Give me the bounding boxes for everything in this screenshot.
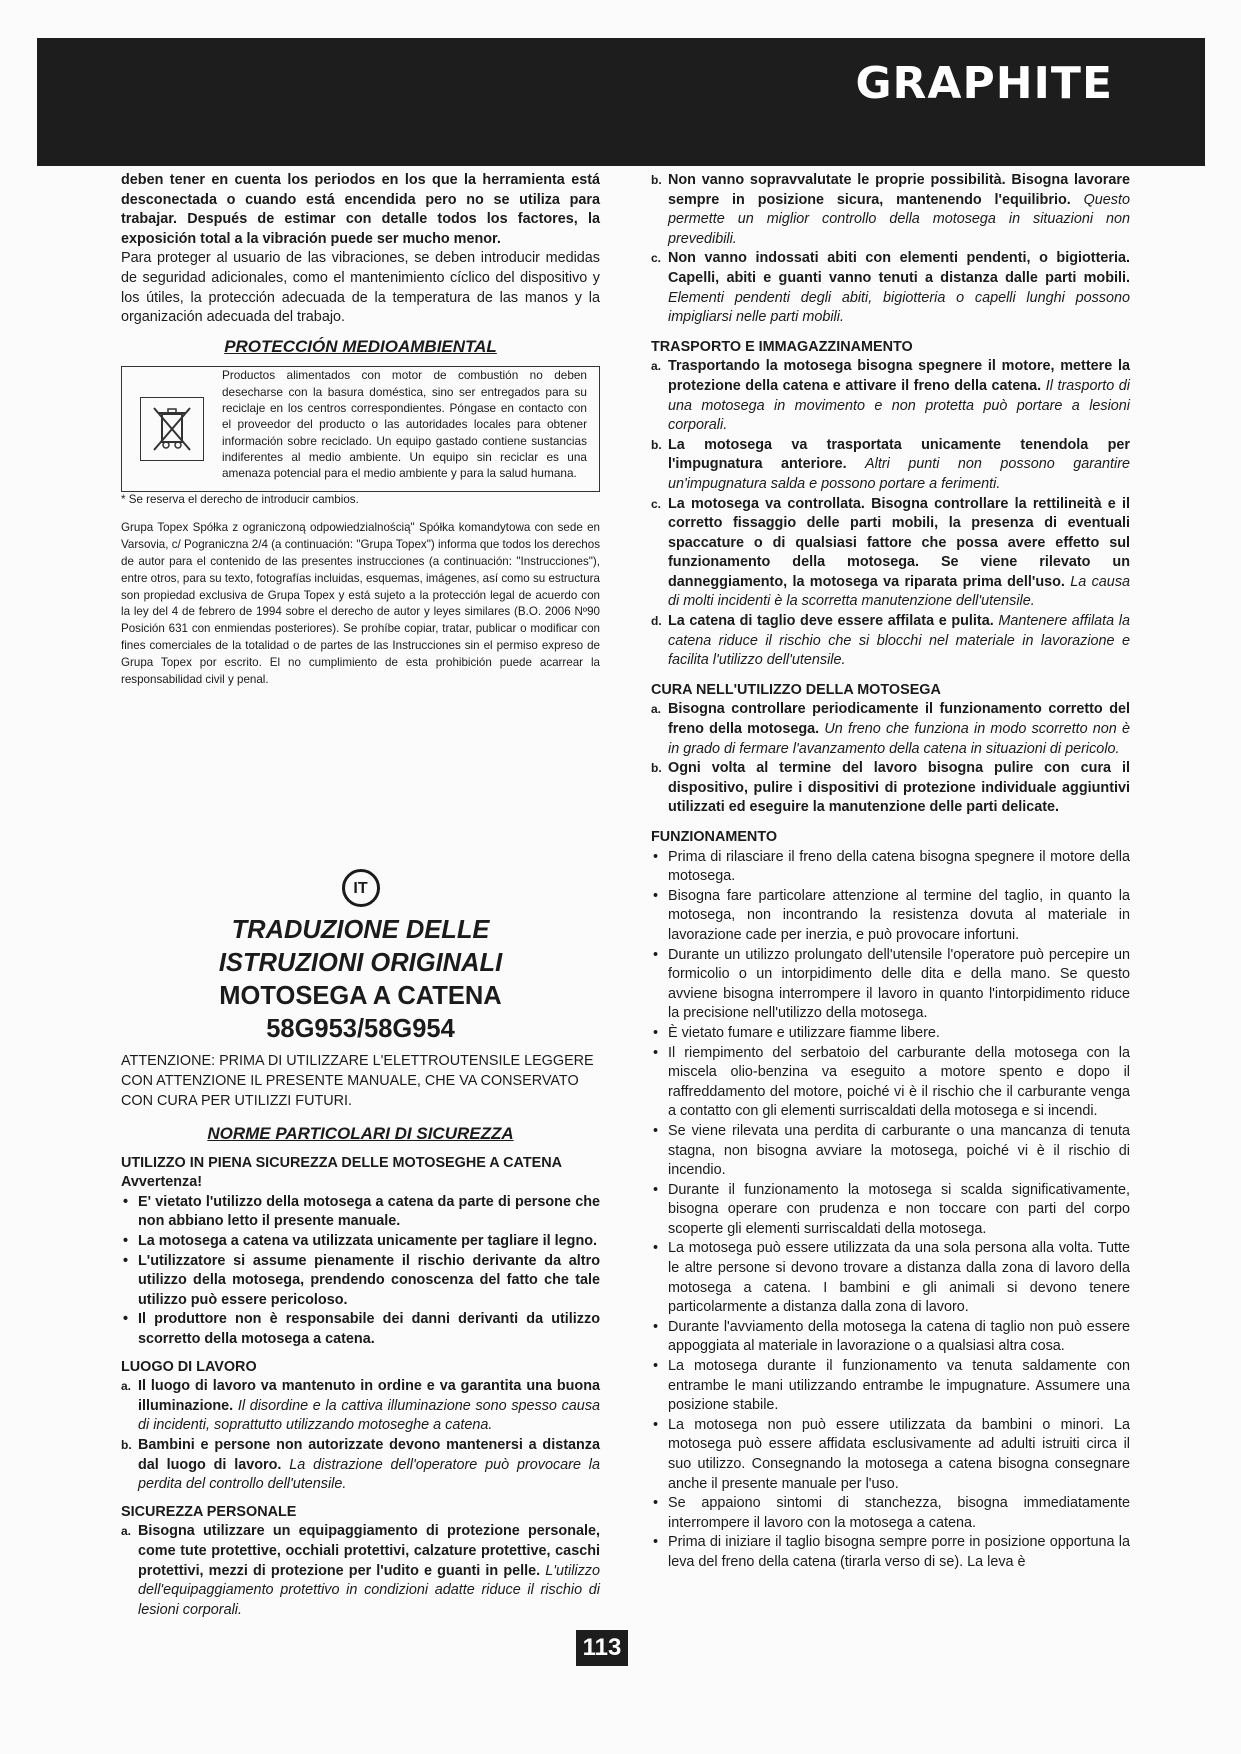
- operation-item: • Prima di iniziare il taglio bisogna sempre porre in posizione opportuna la leva del freno della catena (tirarla verso di se). La leva è: [653, 1534, 1130, 1570]
- transport-item: d. La catena di taglio deve essere affilata e pulita. Mantenere affilata la catena riduce il rischio che si blocchi nel materiale in lavorazione e facilita l'utilizzo dell'utensile.: [651, 613, 1130, 669]
- transport-item: b. La motosega va trasportata unicamente tenendola per l'impugnatura anteriore. Altri punti non possono garantire un'impugnatura salda e possono portare a ferimenti.: [651, 436, 1131, 492]
- warning-item: • E' vietato l'utilizzo della motosega a catena da parte di persone che non abbiano letto il presente manuale.: [123, 1193, 600, 1230]
- operation-item: • La motosega può essere utilizzata da una sola persona alla volta. Tutte le altre persone si devono trovare a distanza dalla zona di lavoro della motosega a catena. I bambini e gli animali si devono tenere particolarmente a distanza dalla zona di lavoro.: [653, 1240, 1130, 1316]
- workplace-item: b. Bambini e persone non autorizzate devono mantenersi a distanza dal luogo di lavoro. La distrazione dell'operatore può provocare la perdita del controllo dell'utensile.: [121, 1437, 601, 1493]
- page-number: 113: [576, 1630, 628, 1666]
- personal-safety-heading: SICUREZZA PERSONALE: [121, 1503, 297, 1520]
- personal-safety-item: c. Non vanno indossati abiti con elementi pendenti, o bigiotteria. Capelli, abiti e guanti vanno tenuti a distanza dalle parti mobili. Elementi pendenti degli abiti, bigiotteria o capelli lunghi possono impigliarsi nelle parti mobili.: [651, 250, 1130, 326]
- operation-item: • La motosega non può essere utilizzata da bambini o minori. La motosega può essere affidata esclusivamente ad adulti istruiti circa il suo utilizzo. Consegnando la motosega a catena bisogna consegnare anche il presente manuale per l'uso.: [653, 1416, 1130, 1492]
- doc-title-line-3: MOTOSEGA A CATENA: [219, 982, 502, 1011]
- env-notice-text: Productos alimentados con motor de combustión no deben desecharse con la basura doméstica, sino ser entregados para su reciclaje en los centros correspondientes. Póngase en contacto con el proveedor del producto o las autoridades locales para obtener información sobre reciclado. Un equipo gastado contiene sustancias indiferentes al medio ambiente. Un equipo sin reciclar es una amenaza potencial para el medio ambiente y para la salud humana.: [222, 368, 587, 481]
- operation-item: • Prima di rilasciare il freno della catena bisogna spegnere il motore della motosega.: [653, 848, 1130, 885]
- workplace-heading: LUOGO DI LAVORO: [121, 1358, 257, 1375]
- warning-label: Avvertenza!: [121, 1174, 203, 1191]
- doc-title-line-2: ISTRUZIONI ORIGINALI: [218, 949, 503, 978]
- crossed-bin-icon: [140, 397, 204, 461]
- env-section-title: PROTECCIÓN MEDIOAMBIENTAL: [224, 336, 497, 356]
- operation-heading: FUNZIONAMENTO: [651, 829, 778, 845]
- env-notice-box: [121, 366, 600, 492]
- doc-title-line-1: TRADUZIONE DELLE: [231, 916, 490, 945]
- doc-model-number: 58G953/58G954: [266, 1015, 455, 1044]
- right-column: [651, 171, 1130, 1573]
- personal-safety-item: a. Bisogna utilizzare un equipaggiamento di protezione personale, come tute protettive, occhiali protettivi, calzature protettive, caschi protettivi, mezzi di protezione per l'udito e guanti in pelle. L'utilizzo dell'equipaggiamento protettivo in condizioni adatte riduce il rischio di lesioni corporali.: [121, 1523, 600, 1618]
- operation-item: • È vietato fumare e utilizzare fiamme libere.: [653, 1024, 940, 1041]
- transport-heading: TRASPORTO E IMMAGAZZINAMENTO: [651, 338, 913, 355]
- operation-item: • Se viene rilevata una perdita di carburante o una mancanza di tenuta stagna, non bisogna avviare la motosega, poiché vi è il rischio di incendio.: [653, 1122, 1130, 1179]
- intro-paragraph-2: Para proteger al usuario de las vibraciones, se deben introducir medidas de seguridad adicionales, como el mantenimiento cíclico del dispositivo y los útiles, la protección adecuada de la temperatura de las manos y la organización adecuada del trabajo.: [121, 250, 600, 326]
- care-item: b. Ogni volta al termine del lavoro bisogna pulire con cura il dispositivo, pulire i dispositivi di protezione individuale aggiuntivi utilizzati ed eseguire la manutenzione delle parti delicate.: [651, 760, 1130, 816]
- operation-item: • Durante il funzionamento la motosega si scalda significativamente, bisogna operare con prudenza e non toccare con parti del corpo scoperte gli elementi surriscaldati della motosega.: [653, 1181, 1130, 1237]
- transport-item: c. La motosega va controllata. Bisogna controllare la rettilineità e il corretto fissaggio delle parti mobili, la presenza di eventuali spaccature o di qualsiasi fattore che possa avere effetto sul funzionamento della motosega. Se viene rilevato un danneggiamento, la motosega va riparata prima dell'uso. La causa di molti incidenti è la scorretta manutenzione dell'utensile.: [651, 495, 1131, 610]
- operation-item: • La motosega durante il funzionamento va tenuta saldamente con entrambe le mani utilizzando entrambe le impugnature. Assumere una posizione stabile.: [653, 1358, 1130, 1414]
- warning-item: • Il produttore non è responsabile dei danni derivanti da utilizzo scorretto della motosega a catena.: [123, 1311, 600, 1348]
- transport-item: a. Trasportando la motosega bisogna spegnere il motore, mettere la protezione della catena e attivare il freno della catena. Il trasporto di una motosega in movimento e non protetta può portare a lesioni corporali.: [651, 358, 1130, 434]
- operation-item: • Durante un utilizzo prolungato dell'utensile l'operatore può percepire un formicolio o un intorpidimento delle dita e della mano. Se questo avviene bisogna interrompere il lavoro in quanto l'intorpidimento riduce la precisione nell'utilizzo della motosega.: [653, 946, 1130, 1022]
- safety-section-title: NORME PARTICOLARI DI SICUREZZA: [207, 1124, 514, 1144]
- left-column: [121, 171, 600, 1620]
- operation-item: • Durante l'avviamento della motosega la catena di taglio non può essere appoggiata al materiale in lavorazione o a qualsiasi altra cosa.: [653, 1318, 1130, 1355]
- operation-item: • Il riempimento del serbatoio del carburante della motosega con la miscela olio-benzina va eseguito a motore spento e dopo il raffreddamento del motore, poiché vi è il rischio che il carburante venga a contatto con gli elementi surriscaldati della motosega e si incendi.: [653, 1044, 1130, 1120]
- operation-item: • Bisogna fare particolare attenzione al termine del taglio, in quanto la motosega, non incontrando la resistenza dovuta al materiale in lavorazione cade per inerzia, e può provocare infortuni.: [653, 887, 1130, 943]
- env-icon-cell: [122, 367, 222, 491]
- copyright-text: Grupa Topex Spółka z ograniczoną odpowiedzialnością" Spółka komandytowa con sede en Varsovia, c/ Pograniczna 2/4 (a continuación: "Grupa Topex") informa que todos los derechos de autor para el contenido de las presentes instrucciones (a continuación: "Instrucciones"), entre otros, para su texto, fotografías incluidas, esquemas, imágenes, así como su estructura son propiedad exclusiva de Grupa Topex y está sujeto a la protección legal de acuerdo con la ley del 4 de febrero de 1994 sobre el derecho de autor y leyes similares (B.O. 2006 Nº90 Posición 631 con enmiendas posteriores). Se prohíbe copiar, tratar, publicar o modificar con fines comerciales de la totalidad o de partes de las Instrucciones sin el permiso expreso de Grupa Topex por escrito. El no cumplimiento de esta prohibición puede acarrear la responsabilidad civil y penal.: [121, 521, 600, 686]
- warning-item: • L'utilizzatore si assume pienamente il rischio derivante da altro utilizzo della motosega, prendendo conoscenza del fatto che tale utilizzo può essere pericoloso.: [123, 1252, 600, 1308]
- warning-item: • La motosega a catena va utilizzata unicamente per tagliare il legno.: [123, 1233, 598, 1250]
- operation-item: • Se appaiono sintomi di stanchezza, bisogna immediatamente interrompere il lavoro con la motosega a catena.: [653, 1495, 1130, 1531]
- env-note: * Se reserva el derecho de introducir cambios.: [121, 493, 359, 507]
- care-item: a. Bisogna controllare periodicamente il funzionamento corretto del freno della motosega. Un freno che funziona in modo scorretto non è in grado di fermare l'avanzamento della catena in situazioni di pericolo.: [651, 701, 1131, 757]
- care-heading: CURA NELL'UTILIZZO DELLA MOTOSEGA: [651, 681, 941, 698]
- personal-safety-item: b. Non vanno sopravvalutate le proprie possibilità. Bisogna lavorare sempre in posizione sicura, mantenendo l'equilibrio. Questo permette un miglior controllo della motosega in situazioni non prevedibili.: [651, 172, 1130, 247]
- safe-use-heading: UTILIZZO IN PIENA SICUREZZA DELLE MOTOSEGHE A CATENA: [121, 1154, 563, 1171]
- intro-paragraph-1: deben tener en cuenta los periodos en los que la herramienta está desconectada o cuando está encendida pero no se utiliza para trabajar. Después de estimar con detalle todos los factores, la exposición total a la vibración puede ser mucho menor.: [121, 172, 600, 247]
- workplace-item: a. Il luogo di lavoro va mantenuto in ordine e va garantita una buona illuminazione. Il disordine e la cattiva illuminazione sono spesso causa di incidenti, soprattutto utilizzando motoseghe a catena.: [121, 1378, 601, 1434]
- attention-notice: ATTENZIONE: PRIMA DI UTILIZZARE L'ELETTROUTENSILE LEGGERE CON ATTENZIONE IL PRESENTE MANUALE, CHE VA CONSERVATO CON CURA PER UTILIZZI FUTURI.: [121, 1053, 594, 1109]
- brand-logo: GRAPHITE: [855, 58, 1113, 109]
- language-badge: IT: [342, 869, 380, 907]
